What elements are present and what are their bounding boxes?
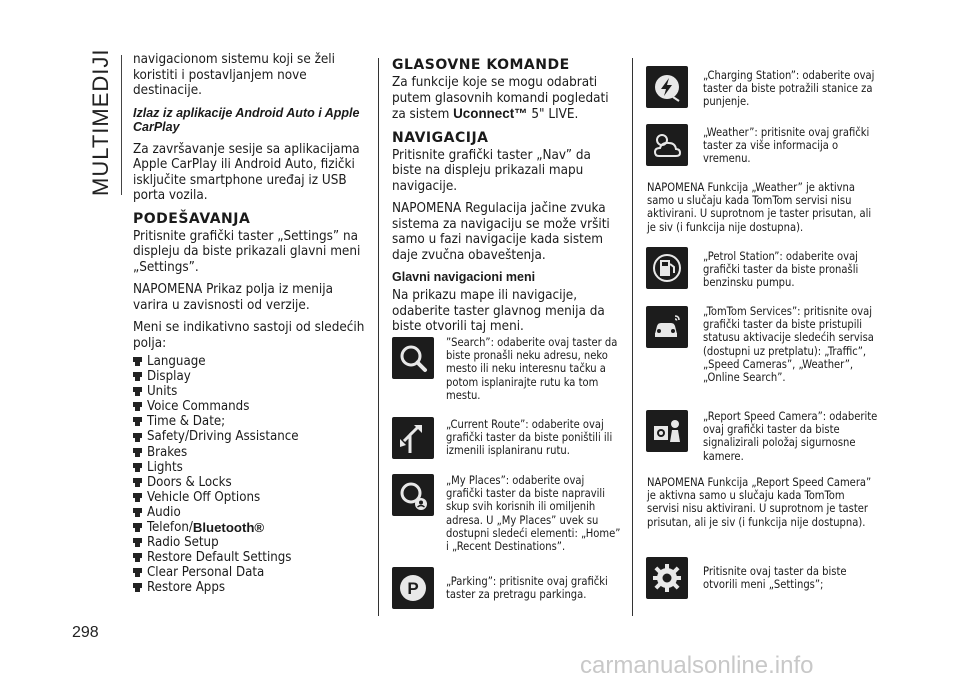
list-item: Units — [133, 384, 365, 399]
weather-row — [646, 124, 688, 166]
petrol-row — [646, 247, 688, 289]
list-item: Doors & Locks — [133, 475, 365, 490]
parking-row — [392, 567, 434, 609]
weather-note: NAPOMENA Funkcija „Weather” je aktivna samo u slučaju kada TomTom servisi nisu aktivirani. U suprotnom je taster prisutan, ali je siv (i funkcija nije dostupna). — [647, 181, 872, 234]
bullet-icon — [133, 568, 142, 577]
svg-text:P: P — [407, 579, 419, 598]
list-item: Voice Commands — [133, 399, 365, 414]
settings-heading: PODEŠAVANJA — [133, 210, 251, 227]
voice-heading: GLASOVNE KOMANDE — [392, 57, 570, 73]
list-item: Time & Date; — [133, 414, 365, 429]
list-item: Telefon/ Bluetooth® — [133, 520, 365, 535]
speedcam-note: NAPOMENA Funkcija „Report Speed Camera” je aktivna samo u slučaju kada TomTom servisi nisu aktivirani. U suprotnom je taster prisutan, ali je siv (i funkcija nije dostupna). — [647, 476, 872, 529]
list-item: Lights — [133, 460, 365, 475]
parking-icon — [392, 567, 434, 609]
tomtom-row — [646, 306, 688, 348]
settings-menu-list — [133, 354, 365, 596]
settings-note: NAPOMENA Prikaz polja iz menija varira u zavisnosti od verzije. — [133, 282, 333, 313]
bullet-icon — [133, 448, 142, 457]
current-route-icon — [392, 417, 434, 459]
bullet-icon — [133, 508, 142, 517]
list-item: Brakes — [133, 445, 365, 460]
nav-subheading: Glavni navigacioni meni — [392, 270, 536, 284]
settings-row — [646, 557, 688, 599]
intro-text: navigacionom sistemu koji se želi koristiti i postavljanjem nove destinacije. — [133, 52, 336, 98]
list-item: Language — [133, 354, 365, 369]
menu-intro: Meni se indikativno sastoji od sledećih polja: — [133, 320, 365, 351]
watermark: carmanualsonline.info — [580, 652, 814, 679]
charging-row — [646, 66, 688, 108]
exit-subheading: Izlaz iz aplikacije Android Auto i Apple CarPlay — [133, 105, 360, 134]
bullet-icon — [133, 387, 142, 396]
chapter-rule — [121, 55, 122, 195]
bullet-icon — [133, 357, 142, 366]
current-route-row — [392, 417, 434, 459]
weather-icon — [646, 124, 688, 166]
column-1 — [133, 52, 365, 596]
exit-text: Za završavanje sesije sa aplikacijama Apple CarPlay ili Android Auto, fizički isključite smartphone uređaj iz USB porta vozila. — [133, 141, 360, 203]
nav-heading: NAVIGACIJA — [392, 129, 489, 146]
bullet-icon — [133, 493, 142, 502]
bullet-icon — [133, 538, 142, 547]
gear-icon — [646, 557, 688, 599]
nav-text: Pritisnite grafički taster „Nav” da biste na displeju prikazali mapu navigacije. — [392, 147, 591, 194]
list-item: Vehicle Off Options — [133, 490, 365, 505]
my-places-row — [392, 474, 434, 516]
bullet-icon — [133, 417, 142, 426]
speedcam-row — [646, 410, 688, 452]
list-item: Restore Default Settings — [133, 550, 365, 565]
petrol-station-icon — [646, 247, 688, 289]
search-text: ”Search”: odaberite ovaj taster da biste pronašli neku adresu, neko mesto ili neku interesnu tačku a potom isplanirajte rutu ka tom mestu. — [446, 336, 618, 402]
tomtom-services-icon — [646, 306, 688, 348]
voice-text: Za funkcije koje se mogu odabrati putem glasovnih komandi pogledati za sistem Uconnect™ 5" LIVE. — [392, 75, 609, 122]
petrol-text: „Petrol Station”: odaberite ovaj grafički taster da biste pronašli benzinsku pumpu. — [703, 250, 859, 290]
list-item: Safety/Driving Assistance — [133, 429, 365, 444]
speedcam-text: „Report Speed Camera”: odaberite ovaj grafički taster da biste signalizirali položaj sigurnosne kamere. — [703, 410, 878, 463]
search-row — [392, 337, 434, 379]
column-divider-2 — [632, 58, 633, 616]
current-route-text: „Current Route”: odaberite ovaj grafički taster da biste poništili ili izmenili isplaniranu rutu. — [446, 418, 613, 458]
tomtom-text: „TomTom Services”: pritisnite ovaj grafički taster da biste pristupili statusu aktivacije sledećih servisa (dostupni uz pretplatu): „Traffic”, „Speed Cameras”, „Weather”, „Online Search”. — [703, 305, 874, 385]
chapter-title: MULTIMEDIJI — [88, 48, 113, 197]
bullet-icon — [133, 433, 142, 442]
list-item: Restore Apps — [133, 580, 365, 595]
nav-sub-text: Na prikazu mape ili navigacije, odaberite taster glavnog menija da biste otvorili taj meni. — [392, 288, 605, 334]
page-number: 298 — [72, 624, 99, 641]
list-item: Audio — [133, 505, 365, 520]
list-item: Display — [133, 369, 365, 384]
my-places-text: „My Places”: odaberite ovaj grafički taster da biste napravili skup svih korisnih ili omiljenih adresa. U „My Places” uvek su dostupni sledeći elementi: „Home” i „Recent Destinations”. — [446, 474, 621, 554]
bullet-icon — [133, 402, 142, 411]
bullet-icon — [133, 478, 142, 487]
bullet-icon — [133, 523, 142, 532]
settings-text: Pritisnite grafički taster „Settings” na displeju da biste prikazali glavni meni „Settings”. — [133, 228, 361, 275]
bullet-icon — [133, 463, 142, 472]
weather-text: „Weather”: pritisnite ovaj grafički taster za više informacija o vremenu. — [703, 126, 870, 166]
nav-note: NAPOMENA Regulacija jačine zvuka sistema za navigaciju se može vršiti samo u fazi navigacije kada sistem daje zvučna obaveštenja. — [392, 201, 610, 263]
speed-camera-icon — [646, 410, 688, 452]
settings-icon-text: Pritisnite ovaj taster da biste otvorili meni „Settings”; — [703, 565, 847, 592]
bullet-icon — [133, 553, 142, 562]
list-item: Radio Setup — [133, 535, 365, 550]
bullet-icon — [133, 583, 142, 592]
column-2 — [392, 57, 622, 342]
bullet-icon — [133, 372, 142, 381]
list-item: Clear Personal Data — [133, 565, 365, 580]
column-divider-1 — [378, 58, 379, 616]
search-icon — [392, 337, 434, 379]
charging-text: „Charging Station”: odaberite ovaj taster da biste potražili stanice za punjenje. — [703, 69, 875, 109]
parking-text: „Parking”: pritisnite ovaj grafički taster za pretragu parkinga. — [446, 575, 608, 602]
my-places-icon — [392, 474, 434, 516]
charging-station-icon — [646, 66, 688, 108]
